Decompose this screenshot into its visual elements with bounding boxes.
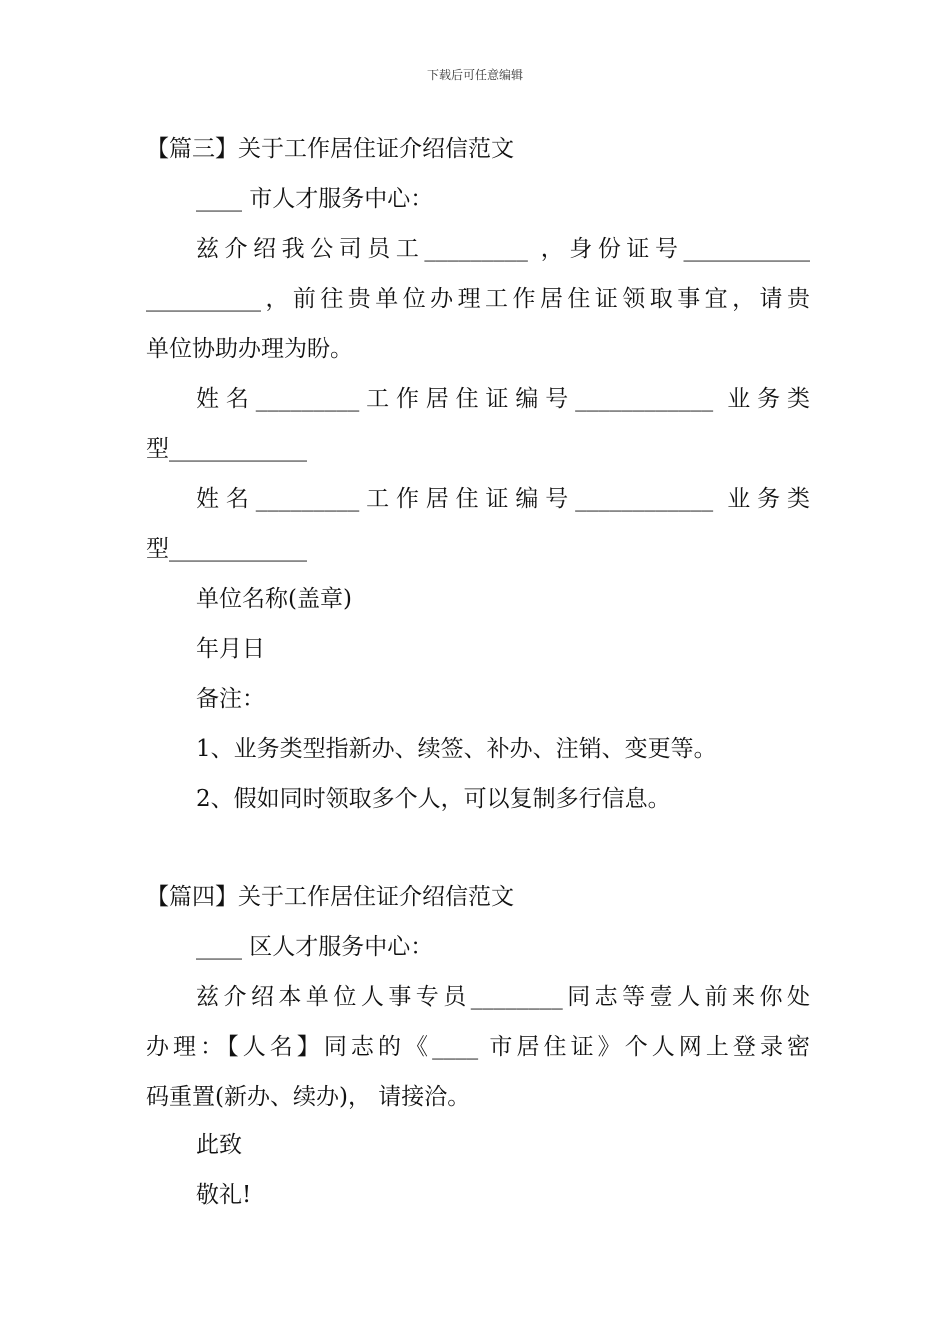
section3-recipient: ____ 市人才服务中心： [196,186,434,212]
section4-body-line-3: 码重置(新办、续办)， 请接洽。 [146,1084,471,1110]
section4-title: 【篇四】关于工作居住证介绍信范文 [146,884,514,910]
section3-body-line-1: 兹介绍我公司员工_________ ，身份证号___________ [196,236,810,262]
section3-row-2-line-1: 姓名_________工作居住证编号____________ 业务类 [196,486,810,512]
section3-note-1: 1、业务类型指新办、续签、补办、注销、变更等。 [196,736,717,762]
section3-date: 年月日 [196,636,265,662]
section4-recipient: ____ 区人才服务中心： [196,934,434,960]
section3-row-1-line-2: 型____________ [146,436,307,462]
section4-body-line-2: 办理：【人名】同志的《____ 市居住证》个人网上登录密 [146,1034,810,1060]
section3-notes-label: 备注： [196,686,265,712]
section4-closing-2: 敬礼! [196,1182,252,1208]
section4-body-line-1: 兹介绍本单位人事专员________同志等壹人前来你处 [196,984,810,1010]
section3-unit: 单位名称(盖章) [196,586,352,612]
section3-note-2: 2、假如同时领取多个人，可以复制多行信息。 [196,786,671,812]
section3-title: 【篇三】关于工作居住证介绍信范文 [146,136,514,162]
section4-closing-1: 此致 [196,1132,242,1158]
section3-body-line-3: 单位协助办理为盼。 [146,336,353,362]
section3-row-1-line-1: 姓名_________工作居住证编号____________ 业务类 [196,386,810,412]
page-header: 下载后可任意编辑 [426,68,523,82]
section3-body-line-2: __________，前往贵单位办理工作居住证领取事宜，请贵 [146,286,810,312]
section3-row-2-line-2: 型____________ [146,536,307,562]
